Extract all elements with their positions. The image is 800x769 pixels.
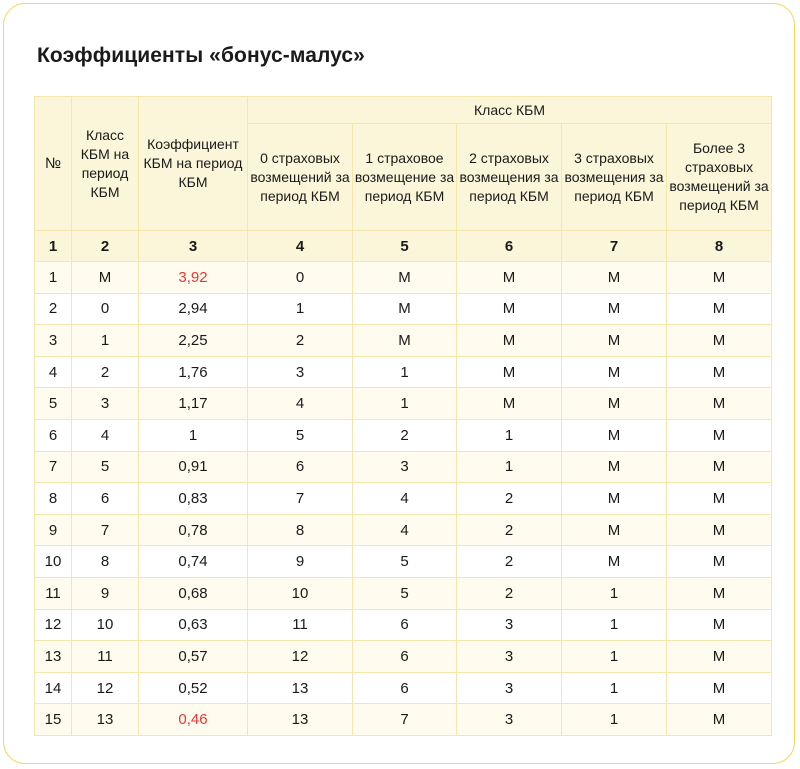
kbm-class: 8	[72, 546, 139, 578]
row-number: 10	[35, 546, 72, 578]
table-row	[35, 546, 772, 578]
class-claims-2: М	[457, 356, 562, 388]
class-claims-1: М	[353, 325, 457, 357]
kbm-class: 0	[72, 293, 139, 325]
class-claims-0: 5	[248, 419, 353, 451]
row-number: 13	[35, 641, 72, 673]
column-number: 7	[562, 231, 667, 262]
row-number: 1	[35, 262, 72, 294]
class-claims-2: М	[457, 388, 562, 420]
class-claims-more-3: М	[667, 262, 772, 294]
kbm-class: 10	[72, 609, 139, 641]
kbm-coefficient: 0,78	[139, 514, 248, 546]
class-claims-1: 4	[353, 514, 457, 546]
class-claims-0: 8	[248, 514, 353, 546]
class-claims-3: М	[562, 293, 667, 325]
kbm-coefficient: 1,17	[139, 388, 248, 420]
kbm-coefficient: 0,63	[139, 609, 248, 641]
kbm-class: 12	[72, 672, 139, 704]
class-claims-2: 2	[457, 546, 562, 578]
class-claims-2: 2	[457, 483, 562, 515]
kbm-class: 7	[72, 514, 139, 546]
page-title: Коэффициенты «бонус-малус»	[37, 44, 365, 67]
kbm-coefficient: 2,25	[139, 325, 248, 357]
class-claims-more-3: М	[667, 419, 772, 451]
class-claims-2: М	[457, 325, 562, 357]
class-claims-0: 7	[248, 483, 353, 515]
class-claims-2: М	[457, 262, 562, 294]
class-claims-0: 3	[248, 356, 353, 388]
class-claims-1: 4	[353, 483, 457, 515]
class-claims-2: 3	[457, 641, 562, 673]
class-claims-1: 5	[353, 577, 457, 609]
kbm-coefficient: 0,83	[139, 483, 248, 515]
column-number: 8	[667, 231, 772, 262]
header-claims-3: 3 страховых возмещения за период КБМ	[562, 124, 667, 231]
column-number: 3	[139, 231, 248, 262]
kbm-coefficient: 3,92	[139, 262, 248, 294]
class-claims-0: 2	[248, 325, 353, 357]
class-claims-1: 6	[353, 609, 457, 641]
table-row	[35, 672, 772, 704]
class-claims-0: 10	[248, 577, 353, 609]
kbm-class: 1	[72, 325, 139, 357]
table-row	[35, 483, 772, 515]
row-number: 11	[35, 577, 72, 609]
kbm-class: 2	[72, 356, 139, 388]
class-claims-2: 1	[457, 419, 562, 451]
kbm-class: 11	[72, 641, 139, 673]
class-claims-more-3: М	[667, 356, 772, 388]
kbm-coefficient: 2,94	[139, 293, 248, 325]
row-number: 3	[35, 325, 72, 357]
column-number: 6	[457, 231, 562, 262]
row-number: 7	[35, 451, 72, 483]
kbm-coefficient: 1,76	[139, 356, 248, 388]
row-number: 5	[35, 388, 72, 420]
kbm-coefficient: 0,91	[139, 451, 248, 483]
kbm-class: 4	[72, 419, 139, 451]
header-coefficient-period: Коэффициент КБМ на период КБМ	[139, 97, 248, 231]
kbm-class: М	[72, 262, 139, 294]
kbm-class: 9	[72, 577, 139, 609]
class-claims-3: 1	[562, 609, 667, 641]
table-row	[35, 388, 772, 420]
kbm-class: 3	[72, 388, 139, 420]
class-claims-3: М	[562, 356, 667, 388]
class-claims-2: 2	[457, 577, 562, 609]
class-claims-2: 3	[457, 672, 562, 704]
class-claims-3: 1	[562, 577, 667, 609]
class-claims-2: 2	[457, 514, 562, 546]
header-claims-0: 0 страховых возмещений за период КБМ	[248, 124, 353, 231]
row-number: 14	[35, 672, 72, 704]
table-row	[35, 609, 772, 641]
class-claims-more-3: М	[667, 293, 772, 325]
row-number: 12	[35, 609, 72, 641]
class-claims-0: 1	[248, 293, 353, 325]
class-claims-0: 9	[248, 546, 353, 578]
header-claims-more-3: Более 3 страховых возмещений за период КБМ	[667, 124, 772, 231]
row-number: 4	[35, 356, 72, 388]
class-claims-2: 3	[457, 609, 562, 641]
header-claims-2: 2 страховых возмещения за период КБМ	[457, 124, 562, 231]
class-claims-3: 1	[562, 672, 667, 704]
kbm-coefficient: 0,57	[139, 641, 248, 673]
class-claims-more-3: М	[667, 641, 772, 673]
header-claims-1: 1 страховое возмещение за период КБМ	[353, 124, 457, 231]
class-claims-2: 1	[457, 451, 562, 483]
column-number: 4	[248, 231, 353, 262]
class-claims-1: 6	[353, 672, 457, 704]
table-row	[35, 704, 772, 736]
table-row	[35, 325, 772, 357]
class-claims-3: 1	[562, 704, 667, 736]
class-claims-more-3: М	[667, 704, 772, 736]
header-class-period: Класс КБМ на период КБМ	[72, 97, 139, 231]
kbm-coefficient: 1	[139, 419, 248, 451]
class-claims-1: 3	[353, 451, 457, 483]
class-claims-2: М	[457, 293, 562, 325]
column-number: 2	[72, 231, 139, 262]
class-claims-1: 1	[353, 356, 457, 388]
table-row	[35, 641, 772, 673]
class-claims-1: 1	[353, 388, 457, 420]
table-row	[35, 451, 772, 483]
kbm-table	[34, 96, 772, 736]
kbm-coefficient: 0,74	[139, 546, 248, 578]
class-claims-3: М	[562, 262, 667, 294]
class-claims-1: 5	[353, 546, 457, 578]
class-claims-1: 7	[353, 704, 457, 736]
class-claims-0: 0	[248, 262, 353, 294]
class-claims-1: М	[353, 262, 457, 294]
class-claims-0: 11	[248, 609, 353, 641]
header-kbm-class-group: Класс КБМ	[248, 97, 772, 124]
class-claims-more-3: М	[667, 483, 772, 515]
table-body	[35, 231, 772, 736]
table-row	[35, 419, 772, 451]
row-number: 8	[35, 483, 72, 515]
column-number: 5	[353, 231, 457, 262]
table-row	[35, 293, 772, 325]
kbm-class: 6	[72, 483, 139, 515]
class-claims-0: 13	[248, 672, 353, 704]
class-claims-more-3: М	[667, 388, 772, 420]
class-claims-3: М	[562, 388, 667, 420]
kbm-class: 5	[72, 451, 139, 483]
class-claims-1: 6	[353, 641, 457, 673]
class-claims-more-3: М	[667, 546, 772, 578]
class-claims-0: 6	[248, 451, 353, 483]
class-claims-0: 12	[248, 641, 353, 673]
table-row	[35, 514, 772, 546]
content-card	[3, 3, 795, 764]
row-number: 15	[35, 704, 72, 736]
class-claims-more-3: М	[667, 672, 772, 704]
table-row	[35, 577, 772, 609]
class-claims-3: М	[562, 546, 667, 578]
class-claims-1: 2	[353, 419, 457, 451]
class-claims-0: 13	[248, 704, 353, 736]
header-number: №	[35, 97, 72, 231]
class-claims-more-3: М	[667, 451, 772, 483]
row-number: 2	[35, 293, 72, 325]
class-claims-more-3: М	[667, 577, 772, 609]
table-row	[35, 356, 772, 388]
kbm-coefficient: 0,52	[139, 672, 248, 704]
row-number: 9	[35, 514, 72, 546]
kbm-coefficient: 0,46	[139, 704, 248, 736]
kbm-class: 13	[72, 704, 139, 736]
class-claims-3: М	[562, 419, 667, 451]
class-claims-3: М	[562, 451, 667, 483]
class-claims-0: 4	[248, 388, 353, 420]
class-claims-3: 1	[562, 641, 667, 673]
table-row	[35, 262, 772, 294]
class-claims-more-3: М	[667, 514, 772, 546]
class-claims-3: М	[562, 514, 667, 546]
kbm-coefficient: 0,68	[139, 577, 248, 609]
class-claims-1: М	[353, 293, 457, 325]
class-claims-more-3: М	[667, 609, 772, 641]
class-claims-2: 3	[457, 704, 562, 736]
column-number-row	[35, 231, 772, 262]
row-number: 6	[35, 419, 72, 451]
class-claims-more-3: М	[667, 325, 772, 357]
class-claims-3: М	[562, 325, 667, 357]
class-claims-3: М	[562, 483, 667, 515]
column-number: 1	[35, 231, 72, 262]
